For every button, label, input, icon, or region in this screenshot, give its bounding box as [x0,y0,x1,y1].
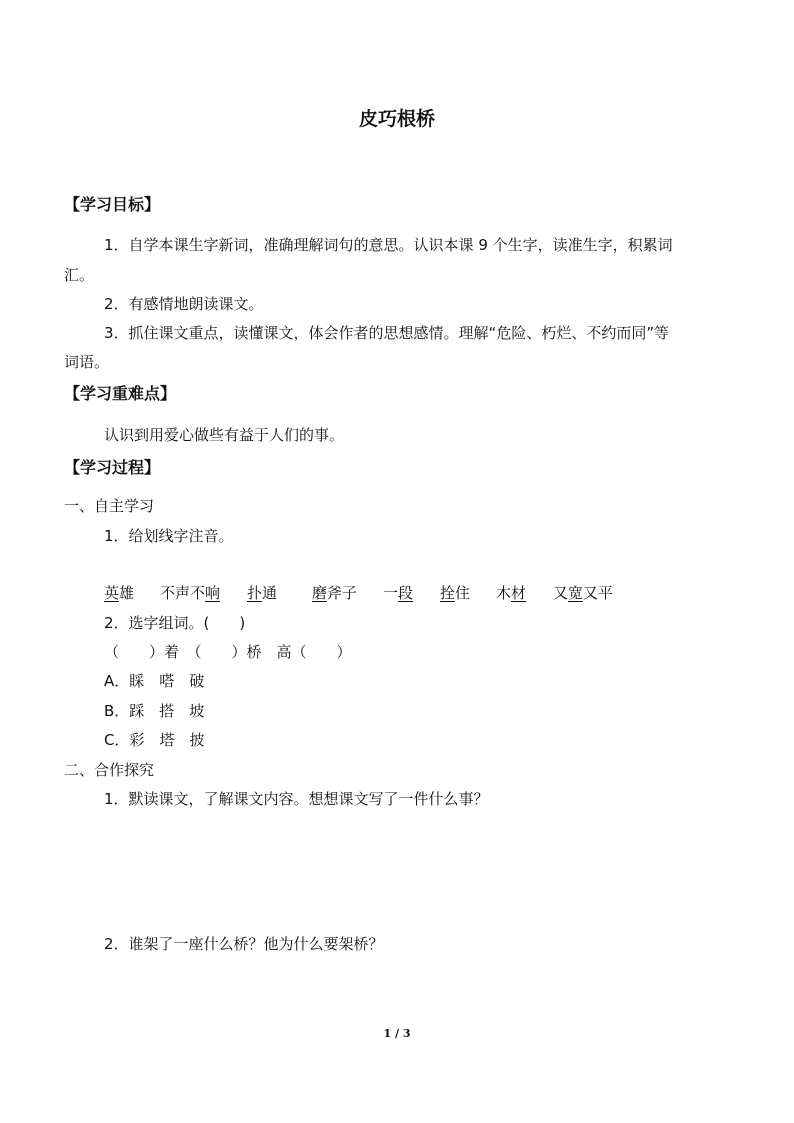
section-2-heading: 二、合作探究 [64,761,155,779]
key-points-heading: 【学习重难点】 [64,384,177,403]
objective-3-line-1: 3．抓住课文重点，读懂课文，体会作者的思想感情。理解“危险、朽烂、不约而同”等 [104,324,670,342]
vocab-row [0,582,794,604]
option-b: B．踩 搭 坡 [104,702,205,720]
process-heading: 【学习过程】 [64,458,161,477]
section-2-question-2: 2．谁架了一座什么桥？他为什么要架桥？ [104,935,384,953]
vocab-word: 不声不响 [160,584,221,602]
objective-2: 2．有感情地朗读课文。 [104,295,264,313]
vocab-word: 又宽又平 [553,584,614,602]
section-1-heading: 一、自主学习 [64,497,155,515]
option-a: A．睬 嗒 破 [104,672,205,690]
section-2-question-1: 1．默读课文，了解课文内容。想想课文写了一件什么事？ [104,790,489,808]
vocab-word: 拴住 [440,584,471,602]
section-1-question-1: 1．给划线字注音。 [104,527,234,545]
vocab-word: 木材 [496,584,527,602]
vocab-word: 英雄 [104,584,135,602]
vocab-word: 一段 [383,584,414,602]
section-1-question-2: 2．选字组词。( ) [104,614,246,632]
question-2-blanks: （ ）着 （ ）桥 高（ ） [104,643,352,661]
key-points-text: 认识到用爱心做些有益于人们的事。 [104,426,345,444]
vocab-word: 磨斧子 [312,584,358,602]
vocab-word: 扑通 [247,584,278,602]
objectives-heading: 【学习目标】 [64,195,161,214]
option-c: C．彩 塔 披 [104,731,205,749]
objective-3-line-2: 词语。 [64,353,110,371]
document-title: 皮巧根桥 [358,108,435,130]
page-number: 1 / 3 [383,1027,411,1040]
objective-1-line-2: 汇。 [64,266,95,284]
objective-1-line-1: 1．自学本课生字新词，准确理解词句的意思。认识本课 9 个生字，读准生字，积累词 [104,236,673,254]
